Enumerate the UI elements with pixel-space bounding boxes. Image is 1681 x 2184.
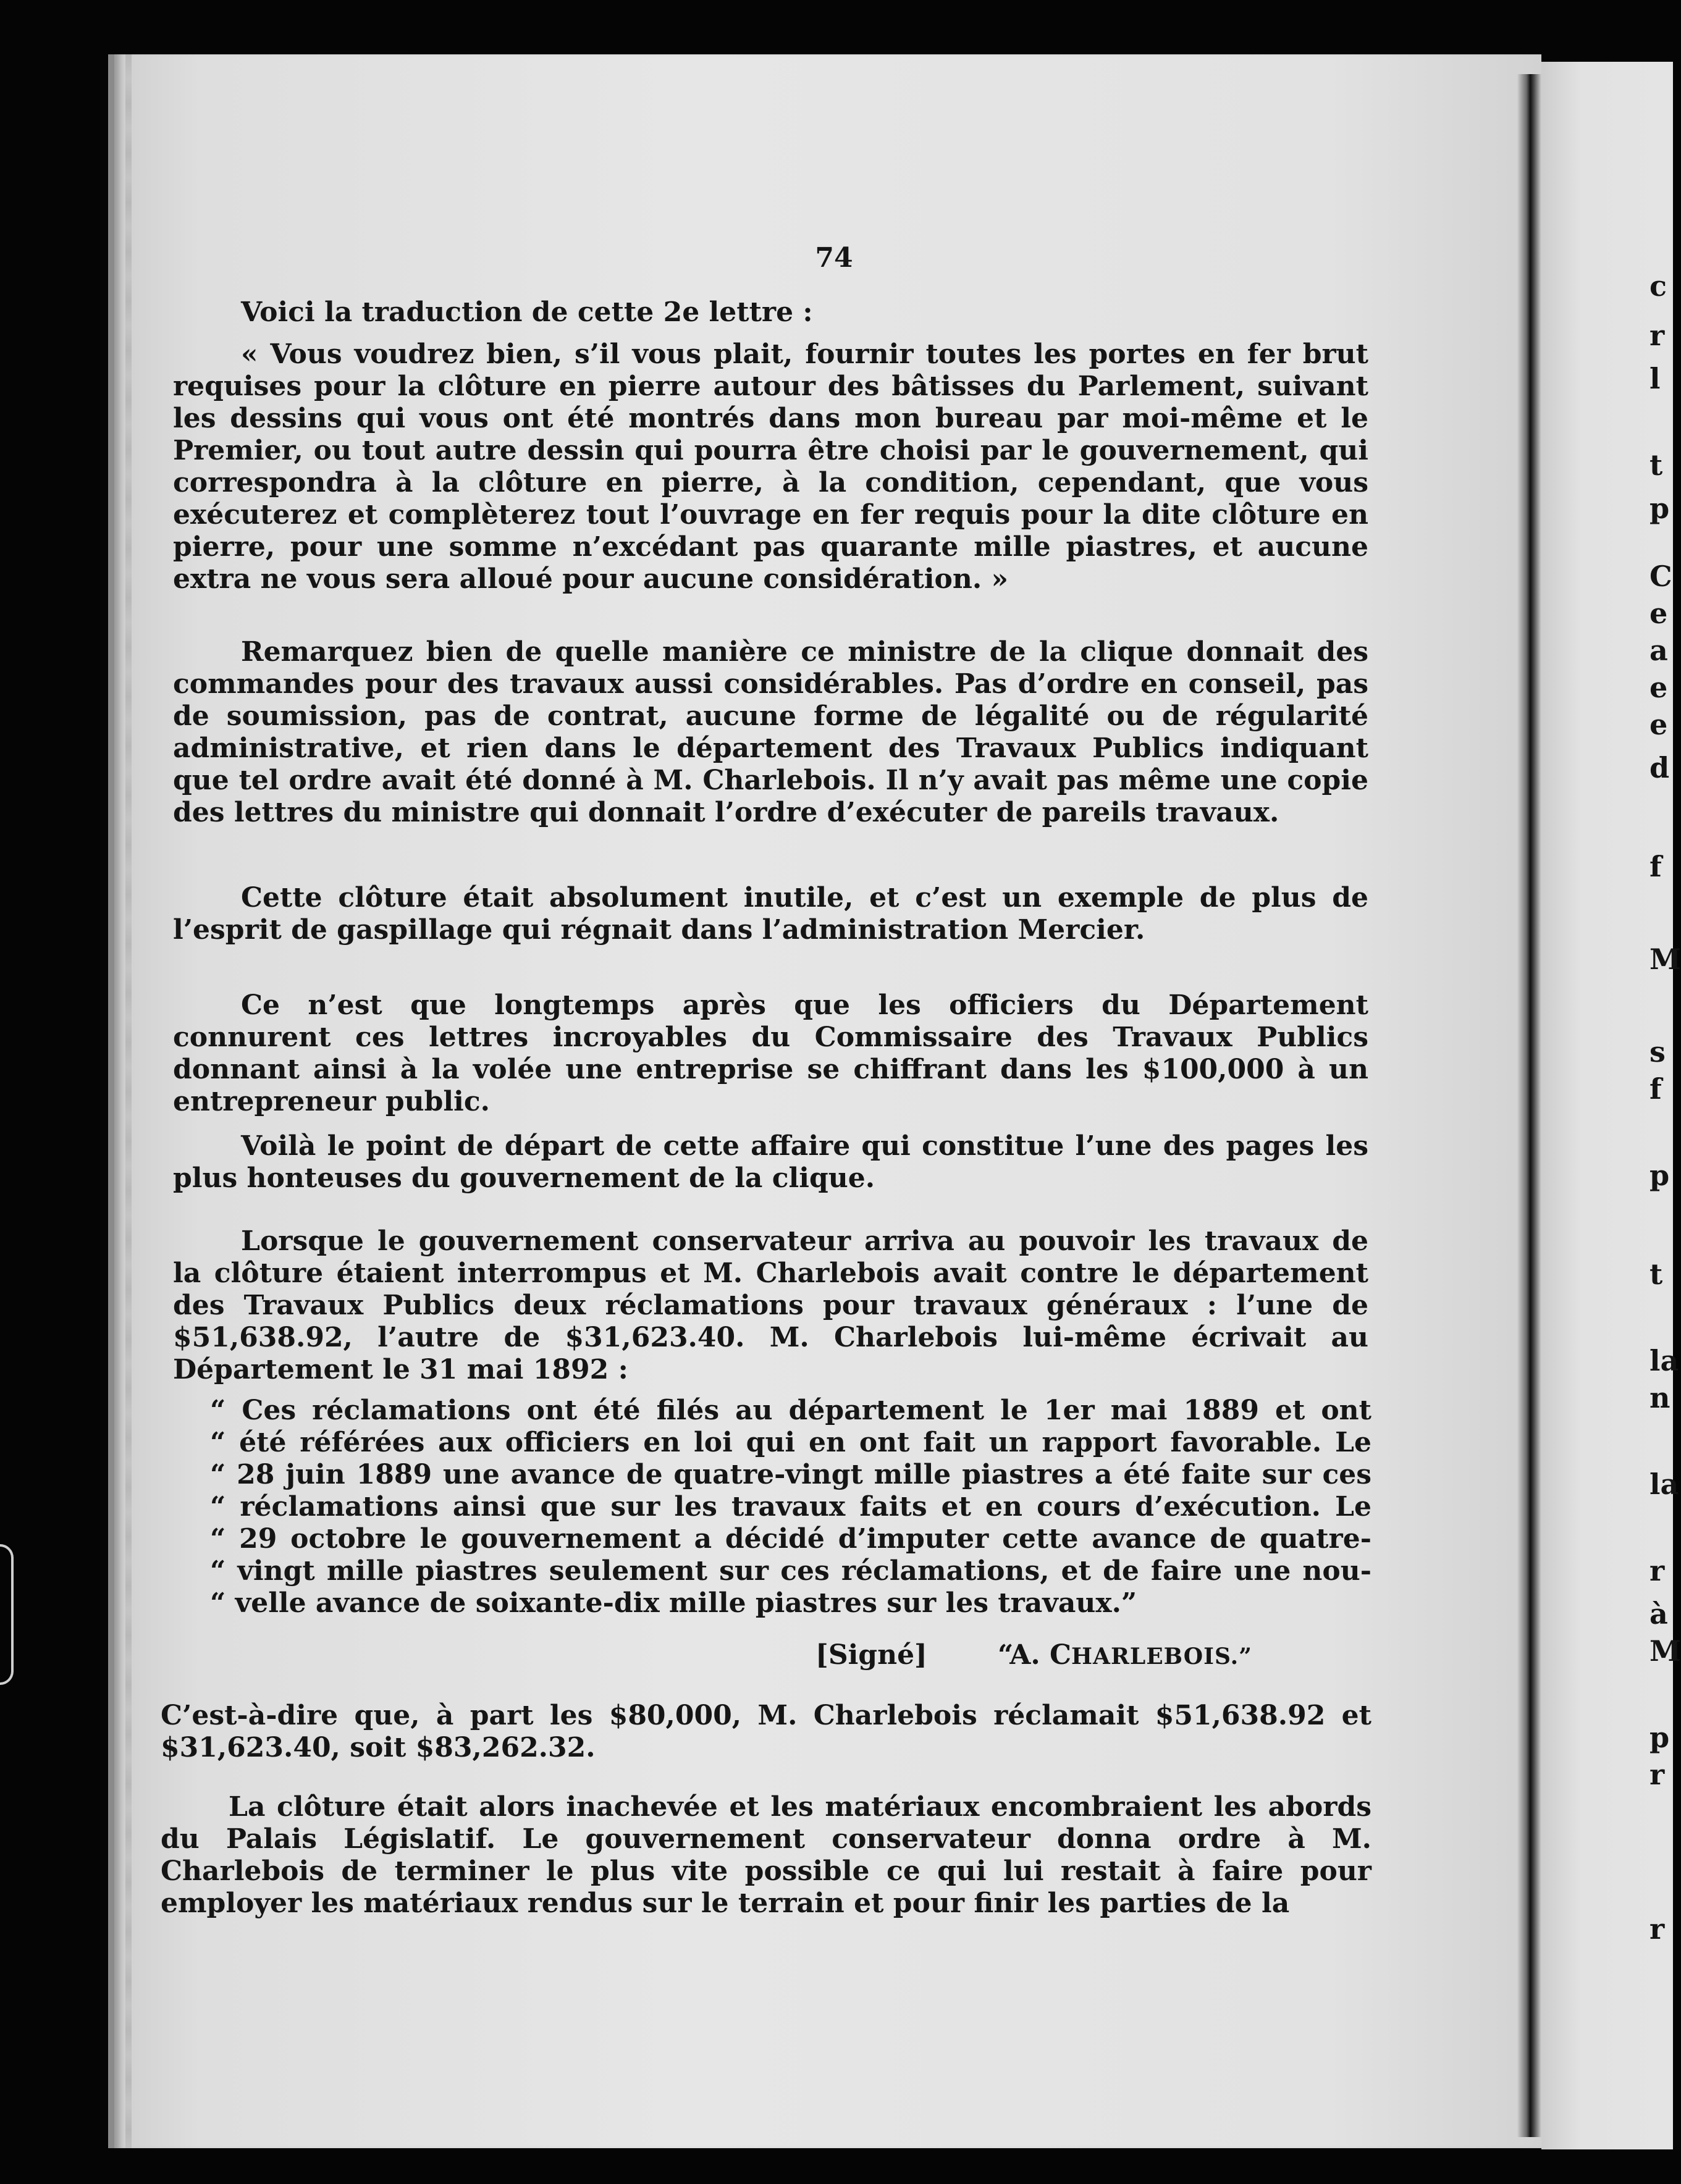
paragraph-point-de-depart: Voilà le point de départ de cette affaire qui constitue l’une des pages les plus honteuses du gouvernement de la clique.	[173, 1130, 1368, 1194]
signature-name-rest: HARLEBOIS.”	[1071, 1644, 1252, 1670]
right-page-text-fragment: c	[1649, 269, 1667, 303]
signature-signe: [Signé]	[815, 1639, 927, 1671]
margin-bracket-mark	[0, 1544, 14, 1685]
final-paragraph: La clôture était alors inachevée et les matériaux encombraient les abords du Palais Législatif. Le gouvernement conservateur donna ordre à M. Charlebois de terminer le plus vite possible ce qui lui restait à faire pour employer les matériaux rendus sur le terrain et pour finir les parties de la	[161, 1791, 1371, 1919]
right-page-fragment	[1541, 62, 1681, 2149]
signature-line	[173, 1639, 1368, 1674]
right-page-text-fragment: s	[1649, 1035, 1666, 1069]
book-gutter	[1517, 74, 1541, 2137]
right-page-text-fragment: l	[1649, 362, 1661, 395]
claims-quote-line: “ réclamations ainsi que sur les travaux faits et en cours d’exécution. Le	[210, 1491, 1371, 1522]
right-page-text-fragment: d	[1649, 751, 1670, 784]
right-page-text-fragment: la	[1649, 1344, 1679, 1377]
claims-quote-line: “ 28 juin 1889 une avance de quatre-vingt mille piastres a été faite sur ces	[210, 1459, 1371, 1490]
right-page-text-fragment: r	[1649, 1554, 1665, 1587]
right-page-text-fragment: f	[1649, 850, 1662, 883]
claims-quote-line: “ Ces réclamations ont été filés au département le 1er mai 1889 et ont	[210, 1395, 1371, 1426]
right-page-text-fragment: a	[1649, 634, 1668, 667]
page-number: 74	[815, 242, 853, 274]
right-page-text-fragment: p	[1649, 1721, 1670, 1754]
summary-paragraph: C’est-à-dire que, à part les $80,000, M. Charlebois réclamait $51,638.92 et $31,623.40, soit $83,262.32.	[161, 1700, 1371, 1763]
claims-quote	[210, 1395, 1371, 1619]
signature-name	[998, 1639, 1252, 1673]
claims-quote-line: “ 29 octobre le gouvernement a décidé d’imputer cette avance de quatre-	[210, 1523, 1371, 1555]
right-page-text-fragment: à	[1649, 1597, 1668, 1631]
right-page-text-fragment: la	[1649, 1468, 1679, 1501]
claims-quote-line: “ velle avance de soixante-dix mille piastres sur les travaux.”	[210, 1587, 1137, 1619]
right-page-text-fragment: e	[1649, 597, 1668, 630]
right-page-text-fragment: M	[1649, 943, 1681, 976]
right-page-text-fragment: r	[1649, 1758, 1665, 1791]
paragraph-remarquez: Remarquez bien de quelle manière ce ministre de la clique donnait des commandes pour des travaux aussi considérables. Pas d’ordre en conseil, pas de soumission, pas de contrat, aucune forme de légalité ou de régularité administrative, et rien dans le département des Travaux Publics indiquant que tel ordre avait été donné à M. Charlebois. Il n’y avait pas même une copie des lettres du ministre qui donnait l’ordre d’exécuter de pareils travaux.	[173, 636, 1368, 828]
letter-quote: « Vous voudrez bien, s’il vous plait, fournir toutes les portes en fer brut requises pour la clôture en pierre autour des bâtisses du Parlement, suivant les dessins qui vous ont été montrés dans mon bureau par moi-même et le Premier, ou tout autre dessin qui pourra être choisi par le gouvernement, qui correspondra à la clôture en pierre, à la condition, cependant, que vous exécuterez et complèterez tout l’ouvrage en fer requis pour la dite clôture en pierre, pour une somme n’excédant pas quarante mille piastres, et aucune extra ne vous sera alloué pour aucune considération. »	[173, 338, 1368, 595]
paragraph-longtemps-apres: Ce n’est que longtemps après que les officiers du Département connurent ces lettres incroyables du Commissaire des Travaux Publics donnant ainsi à la volée une entreprise se chiffrant dans les $100,000 à un entrepreneur public.	[173, 989, 1368, 1117]
right-page-text-fragment: n	[1649, 1381, 1670, 1414]
right-page-text-fragment: t	[1649, 448, 1663, 482]
claims-quote-line: “ vingt mille piastres seulement sur ces réclamations, et de faire une nou-	[210, 1555, 1371, 1587]
right-page-text-fragment: M	[1649, 1634, 1681, 1668]
page-edge-shadow	[125, 54, 132, 2148]
right-page-text-fragment: e	[1649, 708, 1668, 741]
right-page-text-fragment: p	[1649, 492, 1670, 525]
right-page-text-fragment: f	[1649, 1072, 1662, 1106]
right-page-text-fragment: C	[1649, 560, 1672, 593]
signature-name-prefix: “A. C	[998, 1639, 1072, 1671]
right-page-text-fragment: p	[1649, 1159, 1670, 1192]
right-page-text-fragment: e	[1649, 671, 1668, 704]
intro-line: Voici la traduction de cette 2e lettre :	[241, 296, 813, 328]
claims-quote-line: “ été référées aux officiers en loi qui en ont fait un rapport favorable. Le	[210, 1427, 1371, 1458]
paragraph-cloture-inutile: Cette clôture était absolument inutile, et c’est un exemple de plus de l’esprit de gaspillage qui régnait dans l’administration Mercier.	[173, 882, 1368, 946]
right-page-text-fragment: t	[1649, 1258, 1663, 1291]
paragraph-gouvernement-conservateur: Lorsque le gouvernement conservateur arriva au pouvoir les travaux de la clôture étaient interrompus et M. Charlebois avait contre le département des Travaux Publics deux réclamations pour travaux généraux : l’une de $51,638.92, l’autre de $31,623.40. M. Charlebois lui-même écrivait au Département le 31 mai 1892 :	[173, 1225, 1368, 1385]
right-page-text-fragment: r	[1649, 1912, 1665, 1946]
right-page-text-fragment: r	[1649, 319, 1665, 352]
